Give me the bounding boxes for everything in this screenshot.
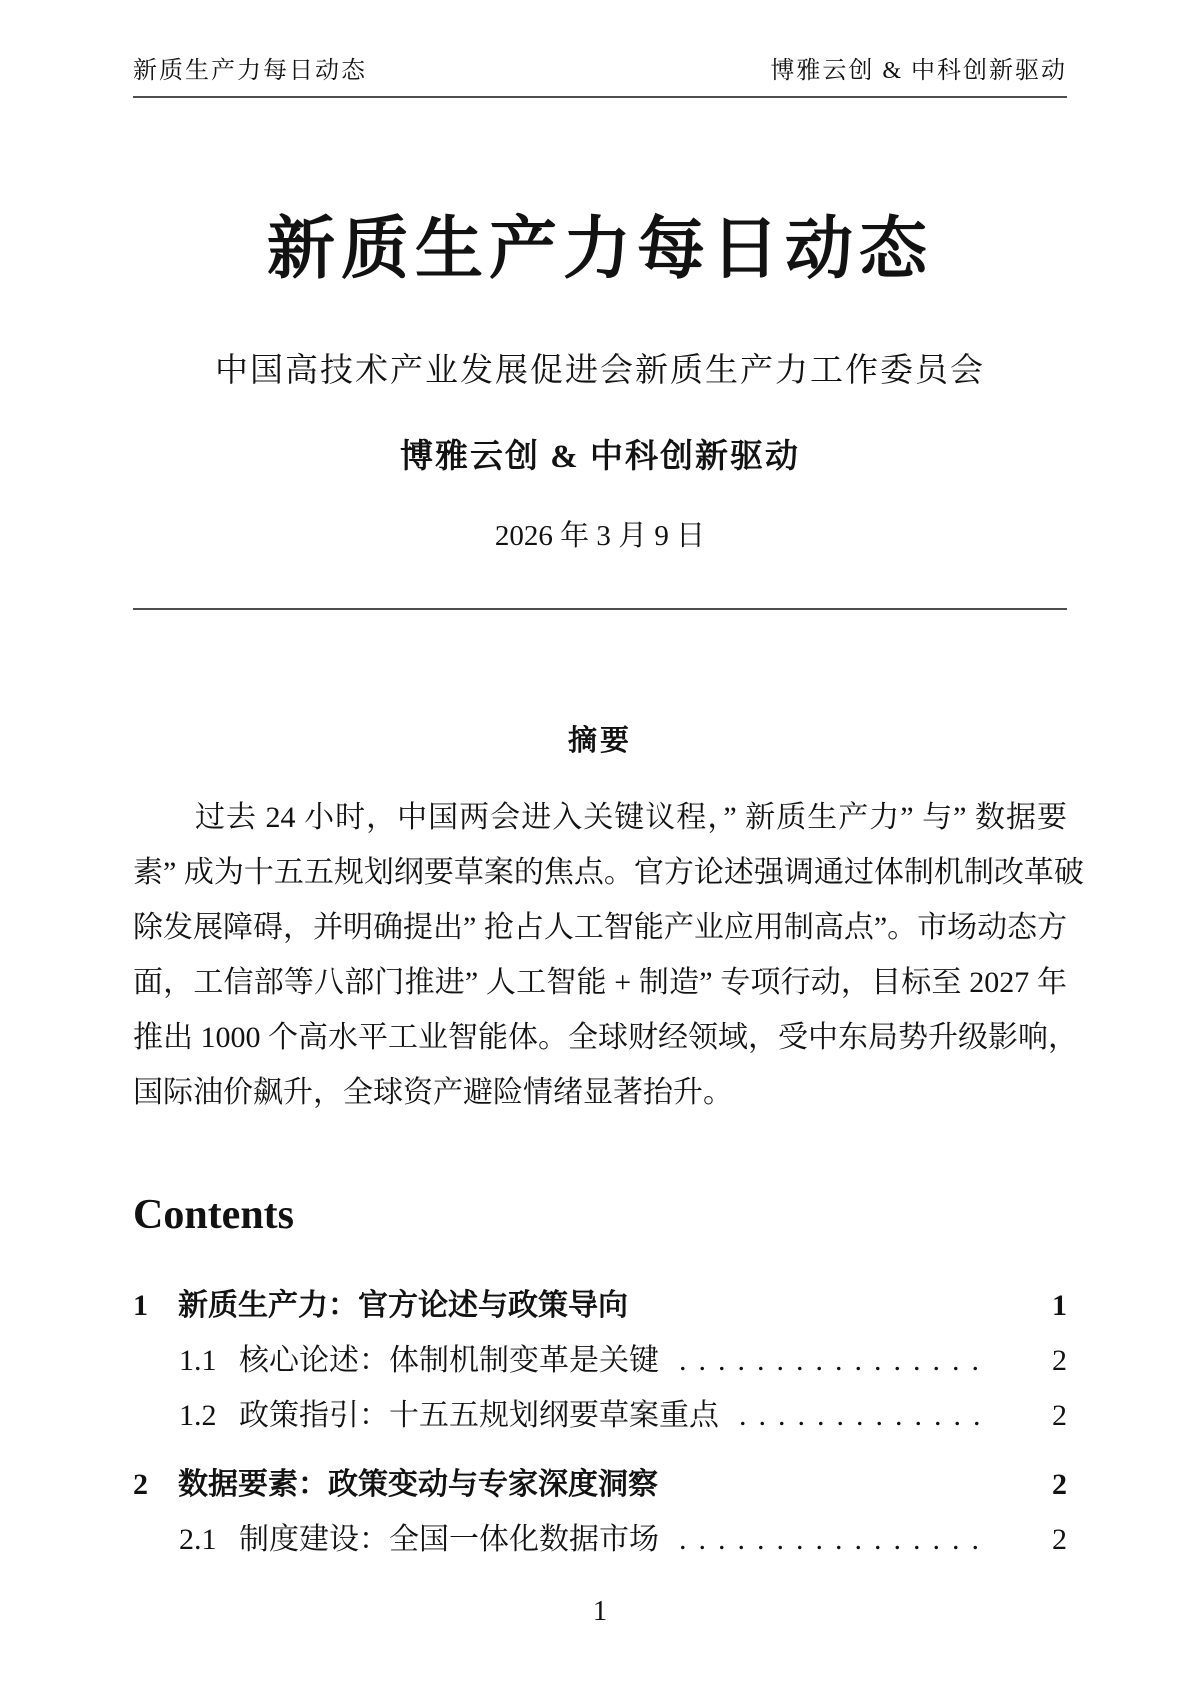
toc-page-number: 2	[1052, 1344, 1067, 1377]
header-right-brand: 博雅云创 & 中科创新驱动	[770, 58, 1067, 84]
abstract-line: 过去 24 小时，中国两会进入关键议程，” 新质生产力” 与” 数据要	[195, 801, 1067, 834]
abstract-heading: 摘要	[567, 725, 632, 757]
contents-heading: Contents	[133, 1192, 295, 1238]
document-authors: 博雅云创 & 中科创新驱动	[400, 439, 800, 475]
toc-leader-dots	[679, 1333, 989, 1388]
toc-title: 制度建设：全国一体化数据市场	[239, 1523, 659, 1556]
toc-entry-subsection-1-1[interactable]	[133, 1333, 1067, 1388]
table-of-contents	[133, 1278, 1067, 1567]
toc-page-number: 1	[1052, 1289, 1067, 1322]
toc-entry-subsection-1-2[interactable]	[133, 1388, 1067, 1443]
toc-entry-section-2[interactable]	[133, 1457, 1067, 1512]
abstract-line: 面，工信部等八部门推进” 人工智能 + 制造” 专项行动，目标至 2027 年	[133, 966, 1067, 999]
toc-title: 政策指引：十五五规划纲要草案重点	[239, 1399, 719, 1432]
toc-title: 数据要素：政策变动与专家深度洞察	[178, 1468, 658, 1501]
abstract-paragraph	[133, 790, 1084, 1120]
document-subtitle: 中国高技术产业发展促进会新质生产力工作委员会	[215, 353, 985, 389]
toc-number: 1	[133, 1289, 148, 1322]
document-title: 新质生产力每日动态	[266, 211, 933, 287]
running-header	[133, 0, 1067, 98]
toc-number: 1.2	[179, 1399, 217, 1432]
abstract-line: 素” 成为十五五规划纲要草案的焦点。官方论述强调通过体制机制改革破	[133, 856, 1084, 889]
title-separator-rule	[133, 608, 1067, 610]
toc-leader-dots	[679, 1512, 989, 1567]
toc-number: 1.1	[179, 1344, 217, 1377]
toc-number: 2	[133, 1468, 148, 1501]
toc-title: 核心论述：体制机制变革是关键	[239, 1344, 659, 1377]
page-number-footer: 1	[592, 1595, 608, 1627]
abstract-line: 除发展障碍，并明确提出” 抢占人工智能产业应用制高点”。市场动态方	[133, 911, 1068, 944]
toc-number: 2.1	[179, 1523, 217, 1556]
toc-title: 新质生产力：官方论述与政策导向	[178, 1289, 628, 1322]
toc-leader-dots	[739, 1388, 989, 1443]
toc-entry-section-1[interactable]	[133, 1278, 1067, 1333]
toc-page-number: 2	[1052, 1468, 1067, 1501]
abstract-line: 推出 1000 个高水平工业智能体。全球财经领域，受中东局势升级影响，	[133, 1021, 1078, 1054]
document-date: 2026 年 3 月 9 日	[494, 520, 706, 552]
header-left-title: 新质生产力每日动态	[133, 58, 367, 84]
toc-page-number: 2	[1052, 1399, 1067, 1432]
toc-page-number: 2	[1052, 1523, 1067, 1556]
toc-entry-subsection-2-1[interactable]	[133, 1512, 1067, 1567]
abstract-line: 国际油价飙升，全球资产避险情绪显著抬升。	[133, 1076, 733, 1109]
